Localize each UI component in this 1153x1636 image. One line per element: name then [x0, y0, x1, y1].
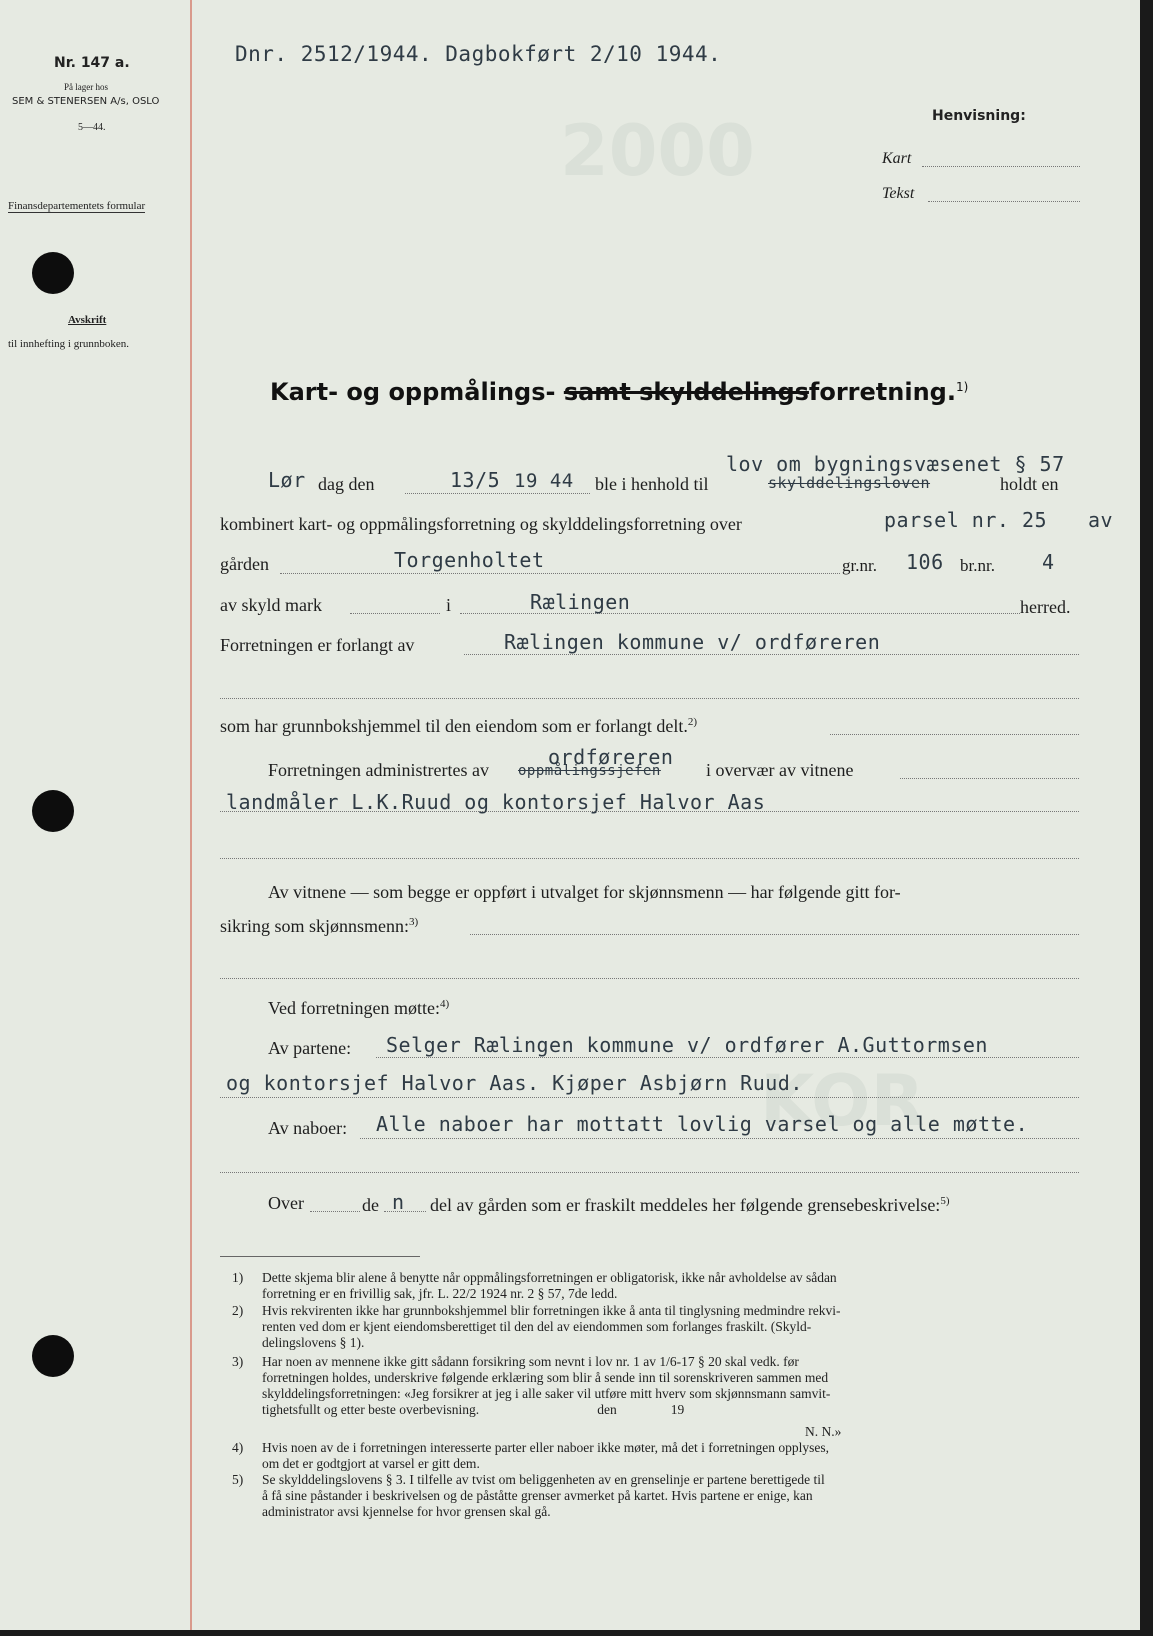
naboer-line-2 — [220, 1172, 1079, 1173]
form-origin: Finansdepartementets formular — [8, 200, 146, 212]
municipality: Rælingen — [530, 590, 631, 614]
vitne-text-1: Av vitnene — som begge er oppført i utvalget for skjønnsmenn — har følgende gitt for- — [268, 882, 901, 902]
requested-line — [464, 654, 1079, 655]
requested-label: Forretningen er forlangt av — [220, 635, 415, 655]
farm-line — [280, 573, 840, 574]
herred-label: herred. — [1020, 597, 1071, 617]
footnote-4 — [232, 1440, 830, 1472]
footnote-line: Dette skjema blir alene å benytte når oppmålingsforretningen er obligatorisk, ikke når avholdelse av sådan — [262, 1270, 837, 1285]
hjemmel-line — [830, 734, 1079, 735]
footnote-line: forretningen holdes, underskrive følgende erklæring som blir å sende inn til sorenskriveren sammen med — [262, 1370, 829, 1385]
witness-line-2 — [220, 858, 1079, 859]
margin-rule — [190, 0, 192, 1630]
admin-value: ordføreren — [548, 745, 674, 769]
held-phrase: holdt en — [1000, 474, 1059, 494]
admin-tail: i overvær av vitnene — [706, 760, 854, 780]
footnote-line: administrator avsi kjennelse for hvor grensen skal gå. — [262, 1504, 551, 1519]
over-label: Over — [268, 1193, 304, 1213]
struck-statute: skylddelingsloven — [768, 474, 931, 492]
partene-value-1: Selger Rælingen kommune v/ ordfører A.Guttormsen — [386, 1033, 988, 1057]
vitne-line — [470, 934, 1079, 935]
combined-business-text: kombinert kart- og oppmålingsforretning og skylddelingsforretning over — [220, 514, 742, 534]
footnote-1 — [232, 1270, 837, 1302]
title-part-struck: samt skylddelings — [563, 378, 809, 406]
punch-hole — [32, 790, 74, 832]
footnote-line: N. N.» — [805, 1424, 842, 1439]
mote-label — [268, 998, 449, 1019]
title-part-c: forretning. — [808, 378, 956, 406]
vitne-sentence: sikring som skjønnsmenn: — [220, 916, 410, 936]
partene-line-2 — [220, 1097, 1079, 1098]
farm-name: Torgenholtet — [394, 548, 545, 572]
watermark-stamp: 2000 — [560, 110, 755, 192]
date-value: 13/5 — [450, 468, 501, 492]
copy-note: til innhefting i grunnboken. — [8, 338, 129, 350]
copy-label: Avskrift — [68, 314, 107, 326]
skyld-label: av skyld mark — [220, 595, 322, 615]
hjemmel-sentence: som har grunnbokshjemmel til den eiendom som er forlangt delt. — [220, 716, 688, 736]
footnote-line: Se skylddelingslovens § 3. I tilfelle av tvist om beliggenheten av en grenselinje er partene berettigede til — [262, 1472, 825, 1487]
journal-number: Dnr. 2512/1944. Dagbokført 2/10 1944. — [235, 42, 722, 66]
punch-hole — [32, 252, 74, 294]
footnote-line: skylddelingsforretningen: «Jeg forsikrer at jeg i alle saker vil utføre mitt hverv som skjønnsmann samvit- — [262, 1386, 831, 1401]
henvisning-label: Henvisning: — [932, 108, 1026, 124]
year-value: 19 44 — [514, 470, 574, 492]
partene-label: Av partene: — [268, 1038, 352, 1058]
hjemmel-footnote-ref: 2) — [687, 716, 698, 728]
grnr-label: gr.nr. — [842, 556, 877, 575]
de-line — [384, 1211, 426, 1212]
day-label: dag den — [318, 474, 375, 494]
footnote-number: 3) — [232, 1354, 244, 1369]
naboer-label: Av naboer: — [268, 1118, 348, 1138]
footnote-line: Hvis rekvirenten ikke har grunnbokshjemmel blir forretningen ikke å anta til tinglysning medmindre rekvi- — [262, 1303, 841, 1318]
footnote-line: å få sine påstander i beskrivelsen og de påståtte grenser avmerket på kartet. Hvis partene er enige, kan — [262, 1488, 813, 1503]
skyld-line — [350, 613, 440, 614]
witness-line — [220, 811, 1079, 812]
over-tail — [430, 1195, 949, 1216]
footnote-5 — [232, 1472, 825, 1520]
day-prefix: Lør — [268, 468, 306, 492]
date-line — [405, 493, 590, 494]
partene-line — [376, 1057, 1079, 1058]
footnote-3 — [232, 1354, 831, 1418]
law-reference: lov om bygningsvæsenet § 57 — [726, 452, 1065, 476]
title-footnote-ref: 1) — [955, 380, 969, 394]
over-footnote-ref: 5) — [940, 1195, 950, 1207]
publisher-line: På lager hos — [64, 82, 108, 92]
i-label: i — [446, 595, 452, 615]
publisher-name: SEM & STENERSEN A/s, OSLO — [12, 96, 160, 107]
witnesses: landmåler L.K.Ruud og kontorsjef Halvor Aas — [226, 790, 766, 814]
admin-label: Forretningen administrertes av — [268, 760, 489, 780]
de-value: n — [392, 1190, 405, 1214]
footnote-number: 4) — [232, 1440, 244, 1455]
footnote-line: Hvis noen av de i forretningen interesserte parter eller naboer ikke møter, må det i forretningen opplyses, — [262, 1440, 830, 1455]
watermark-stamp: KOR — [760, 1060, 925, 1142]
grnr-value: 106 — [906, 550, 944, 574]
mote-sentence: Ved forretningen møtte: — [268, 998, 440, 1018]
footnote-line: renten ved dom er kjent eiendomsberettiget til den del av eiendommen som forlanges fraskilt. (Skyld- — [262, 1319, 812, 1334]
footnote-2 — [232, 1303, 841, 1351]
vitne-line-2 — [220, 978, 1079, 979]
partene-value-2: og kontorsjef Halvor Aas. Kjøper Asbjørn Ruud. — [226, 1071, 803, 1095]
form-title — [270, 378, 968, 406]
de-label: de — [362, 1195, 379, 1215]
footnote-line: tighetsfullt og etter beste overbevisning. den 19 — [262, 1402, 685, 1417]
hjemmel-text — [220, 716, 697, 737]
requested-by: Rælingen kommune v/ ordføreren — [504, 630, 881, 654]
farm-label: gården — [220, 554, 269, 574]
vitne-footnote-ref: 3) — [409, 916, 419, 928]
kart-label: Kart — [882, 150, 912, 167]
admin-line — [900, 778, 1079, 779]
over-sentence: del av gården som er fraskilt meddeles her følgende grensebeskrivelse: — [430, 1195, 941, 1215]
statute-phrase: ble i henhold til — [595, 474, 709, 494]
requested-line-2 — [220, 698, 1079, 699]
vitne-text-2 — [220, 916, 418, 937]
footnote-separator — [220, 1256, 420, 1257]
brnr-value: 4 — [1042, 550, 1055, 574]
form-date: 5—44. — [78, 122, 106, 133]
footnote-number: 5) — [232, 1472, 244, 1487]
footnote-line: forretning er en frivillig sak, jfr. L. 22/2 1924 nr. 2 § 57, 7de ledd. — [262, 1286, 618, 1301]
footnote-number: 2) — [232, 1303, 244, 1318]
punch-hole — [32, 1335, 74, 1377]
footnote-signature — [805, 1424, 841, 1440]
title-part-a: Kart- og oppmålings- — [270, 378, 556, 406]
parcel-av: av — [1088, 508, 1114, 532]
naboer-line — [360, 1138, 1079, 1139]
footnote-line: Har noen av mennene ikke gitt sådann forsikring som nevnt i lov nr. 1 av 1/6-17 § 20 skal vedk. før — [262, 1354, 799, 1369]
tekst-line — [928, 201, 1080, 202]
admin-struck: oppmålingssjefen — [518, 763, 661, 779]
footnote-line: delingslovens § 1). — [262, 1335, 365, 1350]
parcel-number: parsel nr. 25 — [884, 508, 1048, 532]
footnote-number: 1) — [232, 1270, 244, 1285]
tekst-label: Tekst — [882, 185, 915, 202]
footnote-line: om det er godtgjort at varsel er gitt dem. — [262, 1456, 480, 1471]
kart-line — [922, 166, 1080, 167]
over-line — [310, 1211, 360, 1212]
brnr-label: br.nr. — [960, 556, 995, 575]
naboer-value: Alle naboer har mottatt lovlig varsel og alle møtte. — [376, 1112, 1029, 1136]
mote-footnote-ref: 4) — [439, 998, 450, 1010]
form-number: Nr. 147 a. — [54, 55, 130, 71]
